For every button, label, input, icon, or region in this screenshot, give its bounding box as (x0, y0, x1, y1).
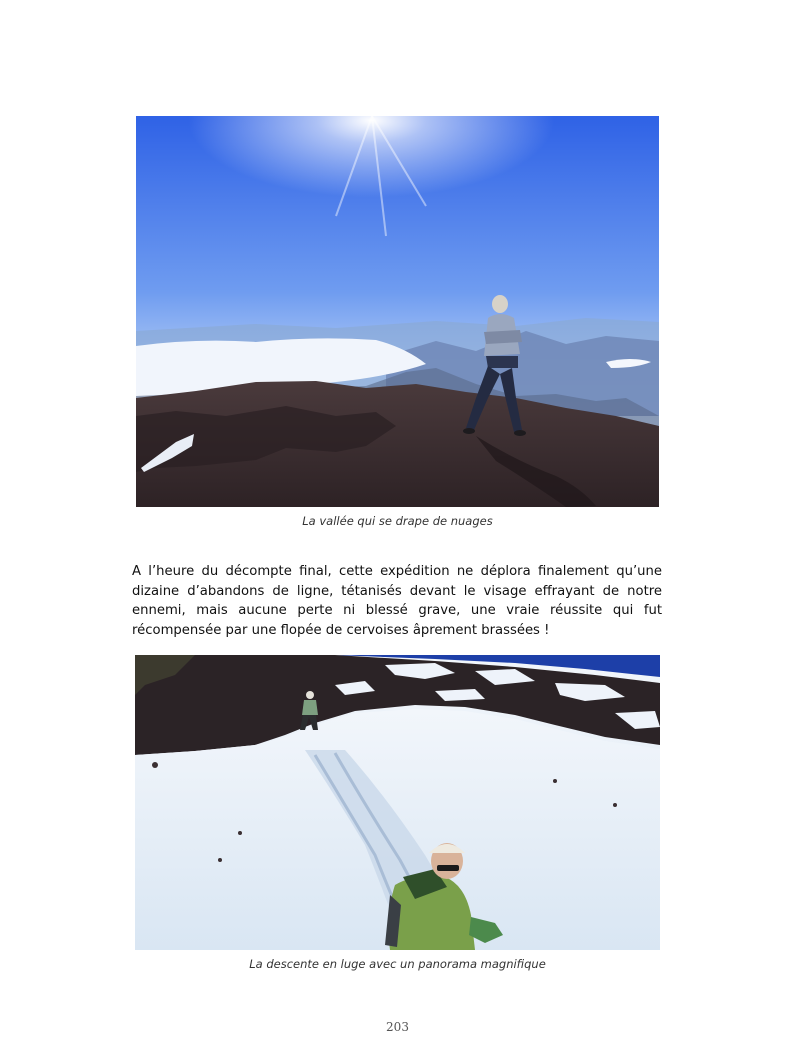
figure2-caption: La descente en luge avec un panorama magnifique (249, 957, 546, 971)
descent-photo-image (135, 655, 660, 950)
page-number: 203 (386, 1020, 409, 1034)
descent-photo (135, 655, 660, 950)
summit-photo (136, 116, 659, 507)
summit-photo-image (136, 116, 659, 507)
figure1-caption: La vallée qui se drape de nuages (302, 514, 493, 528)
body-paragraph: A l’heure du décompte final, cette expédition ne déplora finalement qu’une dizaine d’abandons de ligne, tétanisés devant le visage effrayant de notre ennemi, mais aucune perte ni blessé grave, une vraie réussite qui fut récompensée par une flopée de cervoises âprement brassées ! (132, 564, 662, 638)
